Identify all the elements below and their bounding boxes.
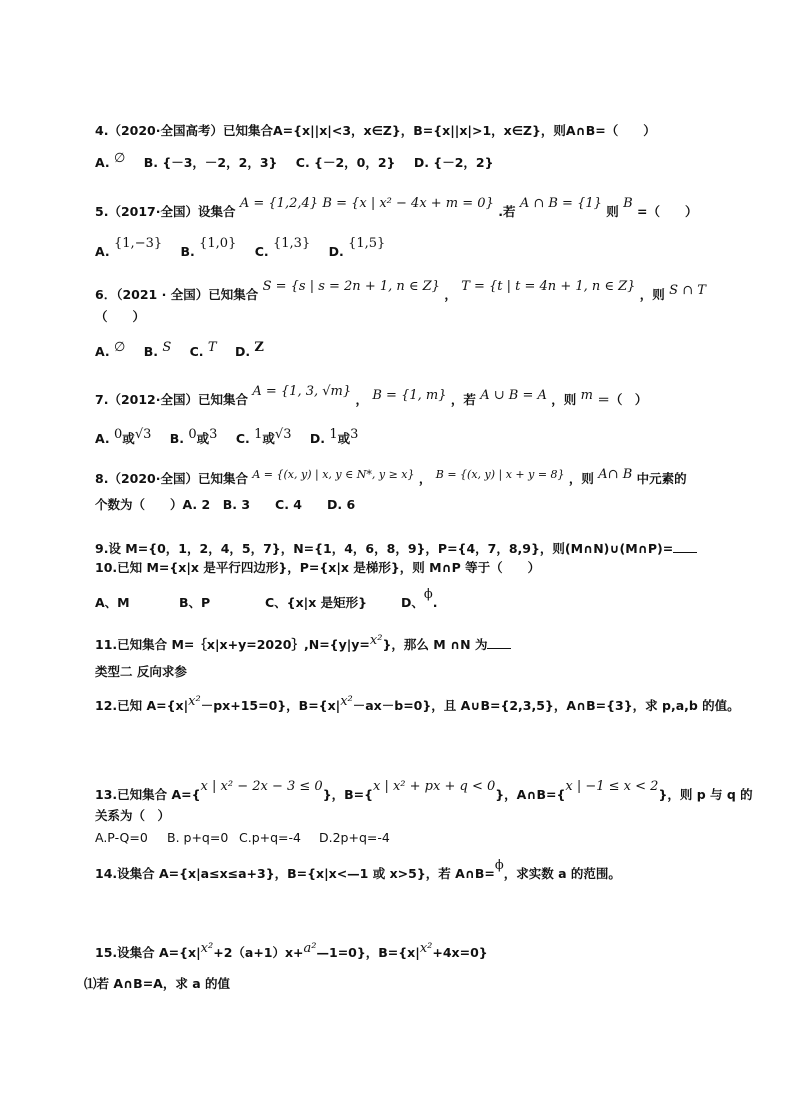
question-14-text-2: ，求实数 a 的范围。: [503, 866, 621, 881]
option-d-end: .: [432, 595, 438, 610]
option-c-or: 或: [262, 431, 275, 446]
section-heading: [95, 663, 187, 681]
question-13-text-4: }，则 p 与 q 的: [658, 787, 753, 802]
intersection-formula: A∩ B: [598, 467, 633, 482]
question-15-text-2: +2（a+1）x+: [213, 945, 304, 960]
question-12-text-2: －px+15=0}，B={x|: [200, 698, 341, 713]
question-13-options: [95, 829, 390, 847]
option-d-value: {1,5}: [348, 236, 386, 251]
question-10-text: 10.已知 M={x|x 是平行四边形}，P={x|x 是梯形}，则 M∩P 等于（ ）: [95, 560, 541, 575]
empty-set-symbol: ϕ: [494, 858, 504, 873]
x-squared: x²: [369, 633, 383, 648]
question-10-options: [95, 587, 438, 613]
intersection-formula: S ∩ T: [669, 283, 706, 298]
question-15-sub-1: ⑴若 A∩B=A，求 a 的值: [84, 976, 230, 991]
question-4-text: 4.（2020·全国高考）已知集合A={x||x|<3，x∈Z}，B={x||x|>1，x∈Z}，则A∩B=（ ）: [95, 123, 656, 138]
option-d-or: 或: [337, 431, 351, 446]
question-8-stem: [95, 467, 687, 489]
set-a-formula: x | x² − 2x − 3 ≤ 0: [200, 779, 323, 794]
option-a-label: A.: [95, 431, 110, 446]
option-b-label: B.: [143, 344, 158, 359]
question-14-text-1: 14.设集合 A={x|a≤x≤a+3}，B={x|x<—1 或 x>5}，若 A∩B=: [95, 866, 495, 881]
option-a-or: 或: [122, 431, 135, 446]
option-d-label: D、: [401, 595, 424, 610]
separator: ，: [355, 392, 369, 407]
set-b-formula: x | x² + px + q < 0: [373, 779, 496, 794]
question-6-then: ，则: [639, 287, 665, 302]
option-a-value: {1,−3}: [114, 236, 163, 251]
option-c: C、{x|x 是矩形}: [265, 595, 368, 610]
option-c-label: C.: [235, 431, 250, 446]
option-c-label: C.: [254, 244, 269, 259]
question-11: [95, 633, 511, 655]
set-a-formula: A = {1, 3, √m}: [252, 384, 352, 399]
answer-paren: （ ）: [95, 309, 146, 324]
question-15-text-1: 15.设集合 A={x|: [95, 945, 201, 960]
option-a-label: A.: [95, 155, 110, 170]
set-t-formula: T = {t | t = 4n + 1, n ∈ Z}: [461, 279, 636, 294]
option-a-value2: √3: [134, 427, 152, 442]
question-5-prefix: 5.（2017·全国）设集合: [95, 204, 236, 219]
question-7-then: ，则: [551, 392, 577, 407]
option-d-value: ϕ: [423, 587, 433, 602]
question-5-options: [95, 236, 386, 262]
set-s-formula: S = {s | s = 2n + 1, n ∈ Z}: [262, 279, 440, 294]
x-squared: x²: [419, 941, 433, 956]
option-c-value: {1,3}: [273, 236, 311, 251]
option-a-label: A.: [95, 244, 110, 259]
x-squared: x²: [200, 941, 214, 956]
option-b-label: B.: [169, 431, 185, 446]
question-12: [95, 694, 740, 716]
question-6-stem: [95, 279, 706, 305]
option-b-value1: 0: [188, 427, 197, 442]
option-d-value1: 1: [329, 427, 338, 442]
option-a: A.P-Q=0: [95, 830, 148, 845]
question-7-end: ＝（ ）: [597, 392, 648, 407]
question-12-text-3: －ax－b=0}，且 A∪B={2,3,5}，A∩B={3}，求 p,a,b 的值。: [352, 698, 740, 713]
question-10-stem: [95, 559, 540, 577]
intersection-formula: x | −1 ≤ x < 2: [565, 779, 659, 794]
set-a-formula: A = {(x, y) | x, y ∈ N*, y ≥ x}: [252, 468, 415, 481]
question-13-stem: [95, 779, 753, 805]
option-d: D.2p+q=-4: [319, 830, 390, 845]
option-d: D. {－2，2}: [413, 155, 494, 170]
set-b-formula: B = {1, m}: [372, 388, 447, 403]
question-15-text-3: —1=0}，B={x|: [316, 945, 420, 960]
option-b-or: 或: [196, 431, 210, 446]
option-a-value: ∅: [114, 340, 126, 355]
question-6-options: [95, 340, 264, 362]
question-15-part-1: [84, 975, 230, 993]
option-d-label: D.: [328, 244, 344, 259]
question-6-prefix: 6．（2021 · 全国）已知集合: [95, 287, 259, 302]
question-5-stem: [95, 196, 698, 222]
question-15-text-4: +4x=0}: [432, 945, 488, 960]
question-8-then: ，则: [568, 471, 594, 486]
option-c-value2: √3: [274, 427, 292, 442]
option-b-label: B.: [180, 244, 195, 259]
option-a-value: ∅: [114, 151, 126, 166]
question-5-end: =（ ）: [637, 204, 698, 219]
separator: ，: [444, 287, 457, 302]
question-9: [95, 540, 697, 558]
option-a-label: A.: [95, 344, 110, 359]
option-d-value: Z: [254, 340, 264, 355]
question-5-mid: .若: [498, 204, 516, 219]
question-8-options: 个数为（ ）A. 2 B. 3 C. 4 D. 6: [95, 497, 356, 512]
variable-m: m: [580, 388, 593, 403]
question-6-paren: [95, 308, 145, 326]
question-13-line2: [95, 807, 170, 825]
option-b-value: S: [162, 340, 172, 355]
question-13-text-2: }，B={: [322, 787, 373, 802]
section-title: 类型二 反向求参: [95, 664, 187, 679]
union-formula: A ∪ B = A: [480, 388, 547, 403]
question-4-stem: [95, 122, 656, 140]
option-b: B、P: [179, 595, 211, 610]
answer-blank: [487, 637, 511, 649]
set-a-formula: A = {1,2,4}: [239, 196, 319, 211]
question-7-options: [95, 427, 359, 449]
set-b-formula: B = {x | x² − 4x + m = 0}: [322, 196, 494, 211]
question-14: [95, 858, 621, 884]
set-b-formula: B = {(x, y) | x + y = 8}: [435, 468, 565, 481]
question-8-tail: 中元素的: [636, 471, 687, 486]
x-squared: x²: [340, 694, 353, 709]
question-8-prefix: 8.（2020·全国）已知集合: [95, 471, 248, 486]
condition-formula: A ∩ B = {1}: [519, 196, 602, 211]
option-c-label: C.: [189, 344, 204, 359]
question-7-cond-prefix: ，若: [450, 392, 476, 407]
question-15: [95, 941, 488, 963]
option-c-value: T: [207, 340, 217, 355]
option-a-value1: 0: [114, 427, 123, 442]
option-b: B. {－3，－2，2，3}: [143, 155, 278, 170]
option-d-label: D.: [234, 344, 251, 359]
question-13-text-1: 13.已知集合 A={: [95, 787, 201, 802]
option-c-value1: 1: [254, 427, 263, 442]
option-b-value2: 3: [209, 427, 218, 442]
option-b-value: {1,0}: [199, 236, 237, 251]
separator: ，: [418, 471, 432, 486]
question-12-text-1: 12.已知 A={x|: [95, 698, 189, 713]
question-11-text-1: 11.已知集合 M=｛x|x+y=2020｝,N={y|y=: [95, 637, 370, 652]
question-7-stem: [95, 384, 648, 410]
question-5-tail: 则: [606, 204, 619, 219]
question-8-line2: [95, 496, 355, 514]
question-9-text: 9.设 M={0，1，2，4，5，7}，N={1，4，6，8，9}，P={4，7，8,9}，则(M∩N)∪(M∩P)=: [95, 541, 674, 556]
a-squared: a²: [303, 941, 317, 956]
option-a: A、M: [95, 595, 130, 610]
question-7-prefix: 7.（2012·全国）已知集合: [95, 392, 248, 407]
option-d-value2: 3: [350, 427, 359, 442]
x-squared: x²: [188, 694, 201, 709]
option-c: C.p+q=-4: [239, 830, 301, 845]
question-13-text-5: 关系为（ ）: [95, 808, 171, 823]
option-c: C. {－2，0，2}: [295, 155, 396, 170]
option-b: B. p+q=0: [167, 830, 229, 845]
answer-blank: [673, 541, 697, 553]
question-11-text-2: }，那么 M ∩N 为: [382, 637, 488, 652]
question-4-options: [95, 151, 494, 173]
set-b-symbol: B: [623, 196, 633, 211]
question-13-text-3: }，A∩B={: [495, 787, 566, 802]
option-d-label: D.: [309, 431, 325, 446]
